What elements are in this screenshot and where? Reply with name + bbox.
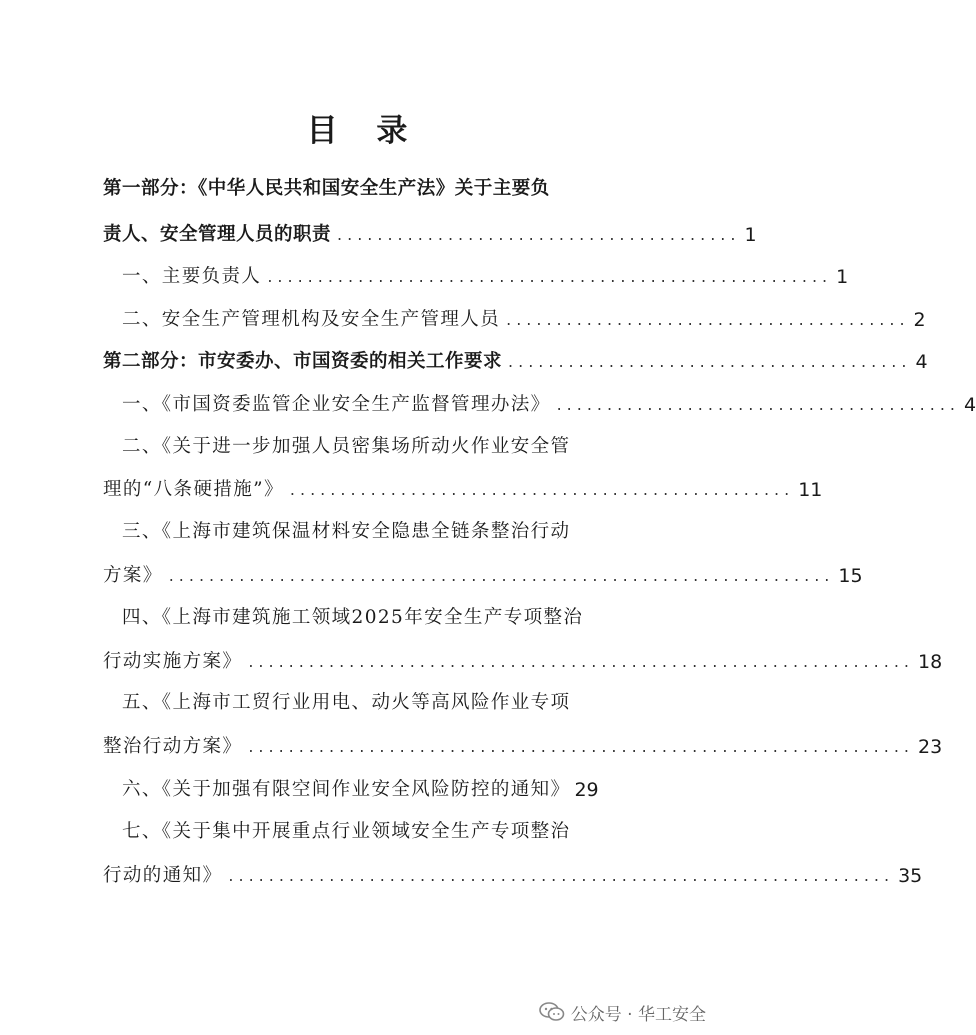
toc-page-number: 18	[917, 651, 943, 673]
dot-leader: ........................................	[508, 352, 912, 371]
toc-entry-text: 四、《上海市建筑施工领域2025年安全生产专项整治	[122, 607, 584, 628]
toc-entry-cont[interactable]	[103, 561, 863, 591]
toc-entry[interactable]	[122, 432, 636, 462]
toc-entry[interactable]	[122, 603, 636, 633]
dot-leader: ........................................	[506, 310, 910, 329]
toc-entry-text: 一、《市国资委监管企业安全生产监督管理办法》	[122, 394, 551, 415]
toc-page-number: 1	[744, 224, 757, 246]
toc-entry[interactable]	[122, 305, 926, 335]
toc-part-heading[interactable]	[103, 347, 928, 377]
dot-leader: ..................................................................	[228, 866, 895, 885]
dot-leader: ..................................................	[289, 480, 795, 499]
toc-page-number: 4	[915, 351, 928, 373]
toc-entry-text: 整治行动方案》	[103, 736, 243, 757]
dot-leader: ........................................	[337, 225, 741, 244]
toc-entry-text: 方案》	[103, 565, 163, 586]
toc-entry-cont[interactable]	[103, 732, 943, 762]
toc-part-heading-cont[interactable]	[103, 220, 757, 250]
toc-entry-text: 五、《上海市工贸行业用电、动火等高风险作业专项	[122, 692, 571, 713]
toc-entry-text: 理的“八条硬措施”》	[103, 479, 284, 500]
toc-page-number: 29	[574, 779, 599, 801]
toc-entry-text: 六、《关于加强有限空间作业安全风险防控的通知》	[122, 779, 571, 800]
toc-entry[interactable]	[122, 517, 636, 547]
toc-entry[interactable]	[122, 817, 636, 847]
toc-entry-cont[interactable]	[103, 475, 823, 505]
toc-entry-text: 行动的通知》	[103, 865, 223, 886]
dot-leader: ........................................	[556, 395, 960, 414]
toc-entry-text: 第一部分：《中华人民共和国安全生产法》关于主要负	[103, 178, 550, 199]
toc-page-number: 4	[964, 394, 976, 416]
watermark-text: 公众号 · 华工安全	[570, 1004, 706, 1025]
toc-page-number: 23	[917, 736, 943, 758]
watermark	[539, 1001, 706, 1023]
dot-leader: ..................................................................	[168, 566, 835, 585]
toc-entry-text: 第二部分：市安委办、市国资委的相关工作要求	[103, 351, 503, 372]
toc-page-number: 35	[898, 865, 923, 887]
toc-entry-text: 行动实施方案》	[103, 651, 243, 672]
dot-leader: ..................................................................	[248, 652, 914, 671]
toc-entry[interactable]	[122, 775, 636, 805]
toc-entry-cont[interactable]	[103, 647, 943, 677]
wechat-icon	[539, 1002, 565, 1022]
toc-page-number: 11	[798, 479, 823, 501]
page-title: 目 录	[306, 113, 422, 149]
toc-entry-text: 二、《关于进一步加强人员密集场所动火作业安全管	[122, 436, 571, 457]
toc-entry-text: 责人、安全管理人员的职责	[103, 224, 332, 245]
toc-page-number: 1	[836, 266, 849, 288]
dot-leader: ..................................................................	[248, 737, 914, 756]
toc-entry-text: 七、《关于集中开展重点行业领域安全生产专项整治	[122, 821, 571, 842]
toc-entry-text: 三、《上海市建筑保温材料安全隐患全链条整治行动	[122, 521, 571, 542]
toc-entry[interactable]	[122, 262, 849, 292]
toc-entry[interactable]	[122, 688, 636, 718]
toc-entry-cont[interactable]	[103, 861, 923, 891]
toc-page-number: 15	[838, 565, 863, 587]
toc-page-number: 2	[913, 309, 926, 331]
toc-entry-text: 二、安全生产管理机构及安全生产管理人员	[122, 309, 501, 330]
dot-leader: ........................................................	[267, 267, 833, 286]
toc-part-heading[interactable]	[103, 174, 636, 204]
toc-entry-text: 一、主要负责人	[122, 266, 262, 287]
toc-entry[interactable]	[122, 390, 976, 420]
